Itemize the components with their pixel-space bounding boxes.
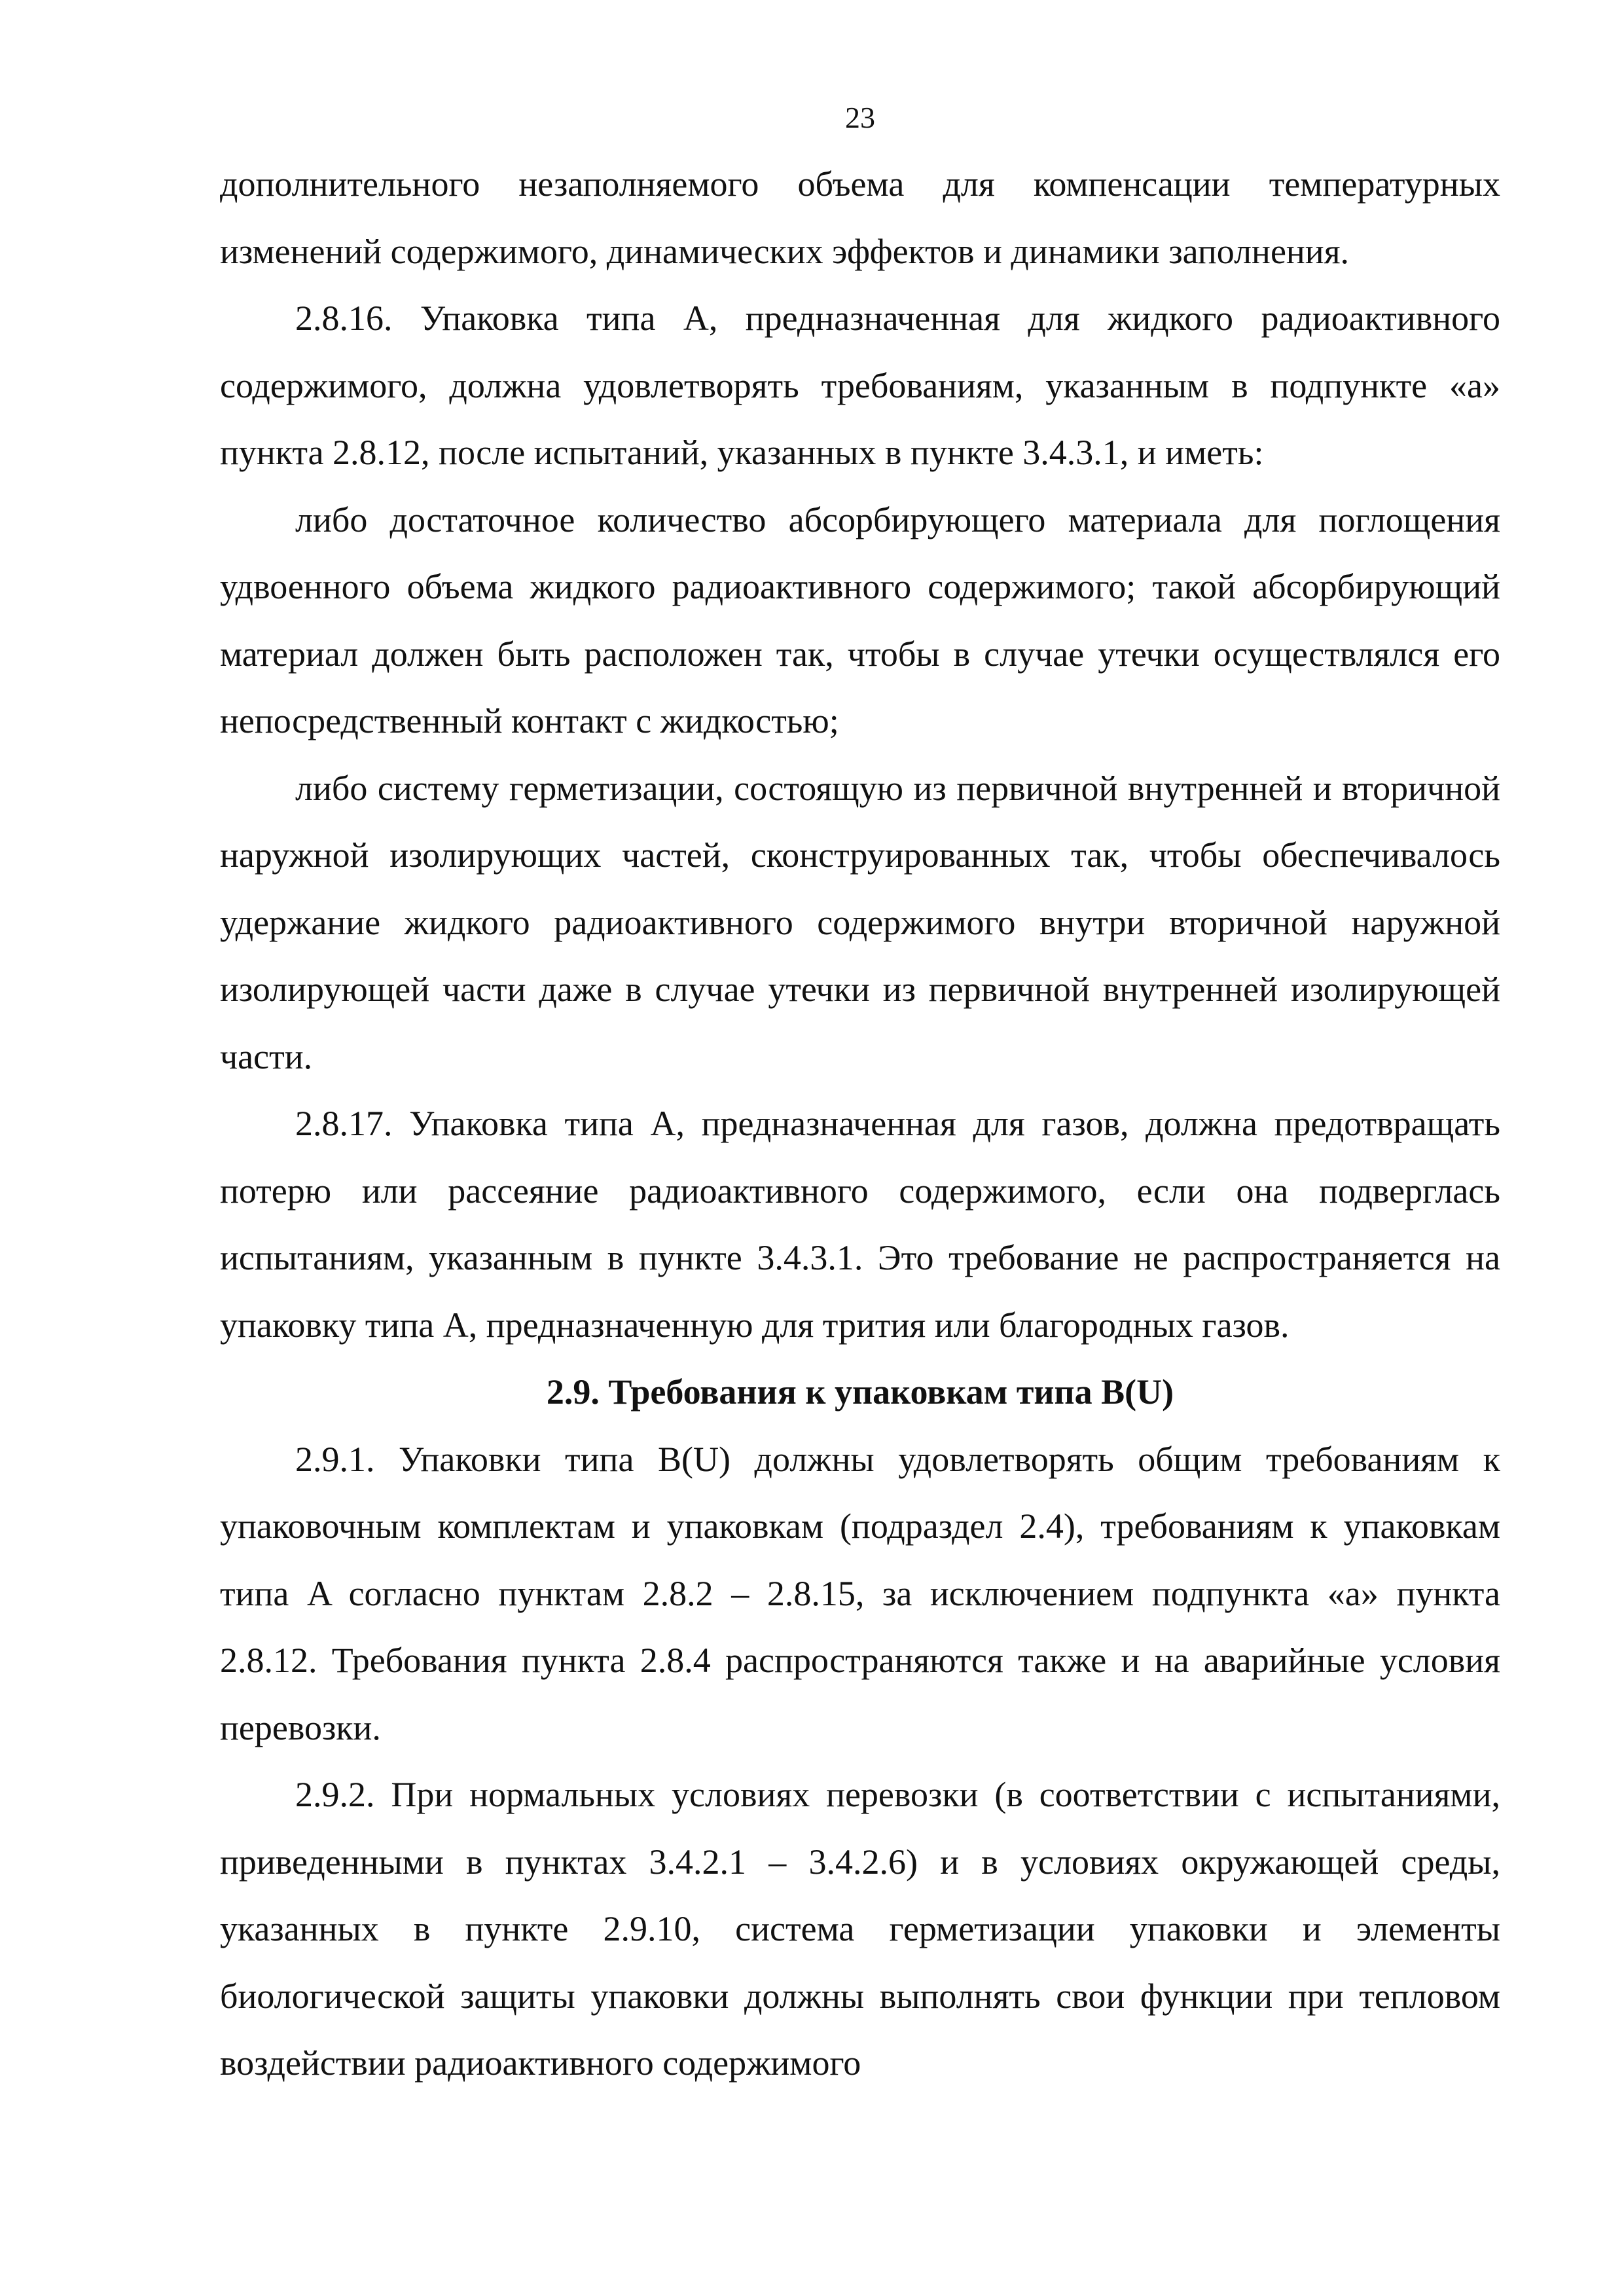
paragraph-2-9-1: 2.9.1. Упаковки типа B(U) должны удовлетворять общим требованиям к упаковочным комплектам и упаковкам (подраздел 2.4), требованиям к упаковкам типа A согласно пунктам 2.8.2 – 2.8.15, за исключением подпункта «а» пункта 2.8.12. Требования пункта 2.8.4 распространяются также и на аварийные условия перевозки. [220,1439,1500,1747]
paragraph-2-8-16: 2.8.16. Упаковка типа A, предназначенная для жидкого радиоактивного содержимого, должна удовлетворять требованиям, указанным в подпункте «а» пункта 2.8.12, после испытаний, указанных в пункте 3.4.3.1, и иметь: [220,299,1500,472]
section-heading-2-9: 2.9. Требования к упаковкам типа B(U) [546,1372,1174,1412]
paragraph-2-9-2: 2.9.2. При нормальных условиях перевозки (в соответствии с испытаниями, приведенными в пунктах 3.4.2.1 – 3.4.2.6) и в условиях окружающей среды, указанных в пункте 2.9.10, система герметизации упаковки и элементы биологической защиты упаковки должны выполнять свои функции при тепловом воздействии радиоактивного содержимого [220,1775,1500,2083]
document-page [220,98,1500,2097]
paragraph-2-8-17: 2.8.17. Упаковка типа A, предназначенная для газов, должна предотвращать потерю или рассеяние радиоактивного содержимого, если она подверглась испытаниям, указанным в пункте 3.4.3.1. Это требование не распространяется на упаковку типа A, предназначенную для трития или благородных газов. [220,1104,1500,1345]
page-number: 23 [845,101,875,134]
paragraph-option-absorbent: либо достаточное количество абсорбирующего материала для поглощения удвоенного объема жидкого радиоактивного содержимого; такой абсорбирующий материал должен быть расположен так, чтобы в случае утечки осуществлялся его непосредственный контакт с жидкостью; [220,500,1500,740]
paragraph-continuation: дополнительного незаполняемого объема для компенсации температурных изменений содержимого, динамических эффектов и динамики заполнения. [220,164,1500,271]
paragraph-option-containment: либо систему герметизации, состоящую из первичной внутренней и вторичной наружной изолирующих частей, сконструированных так, чтобы обеспечивалось удержание жидкого радиоактивного содержимого внутри вторичной наружной изолирующей части даже в случае утечки из первичной внутренней изолирующей части. [220,768,1500,1076]
